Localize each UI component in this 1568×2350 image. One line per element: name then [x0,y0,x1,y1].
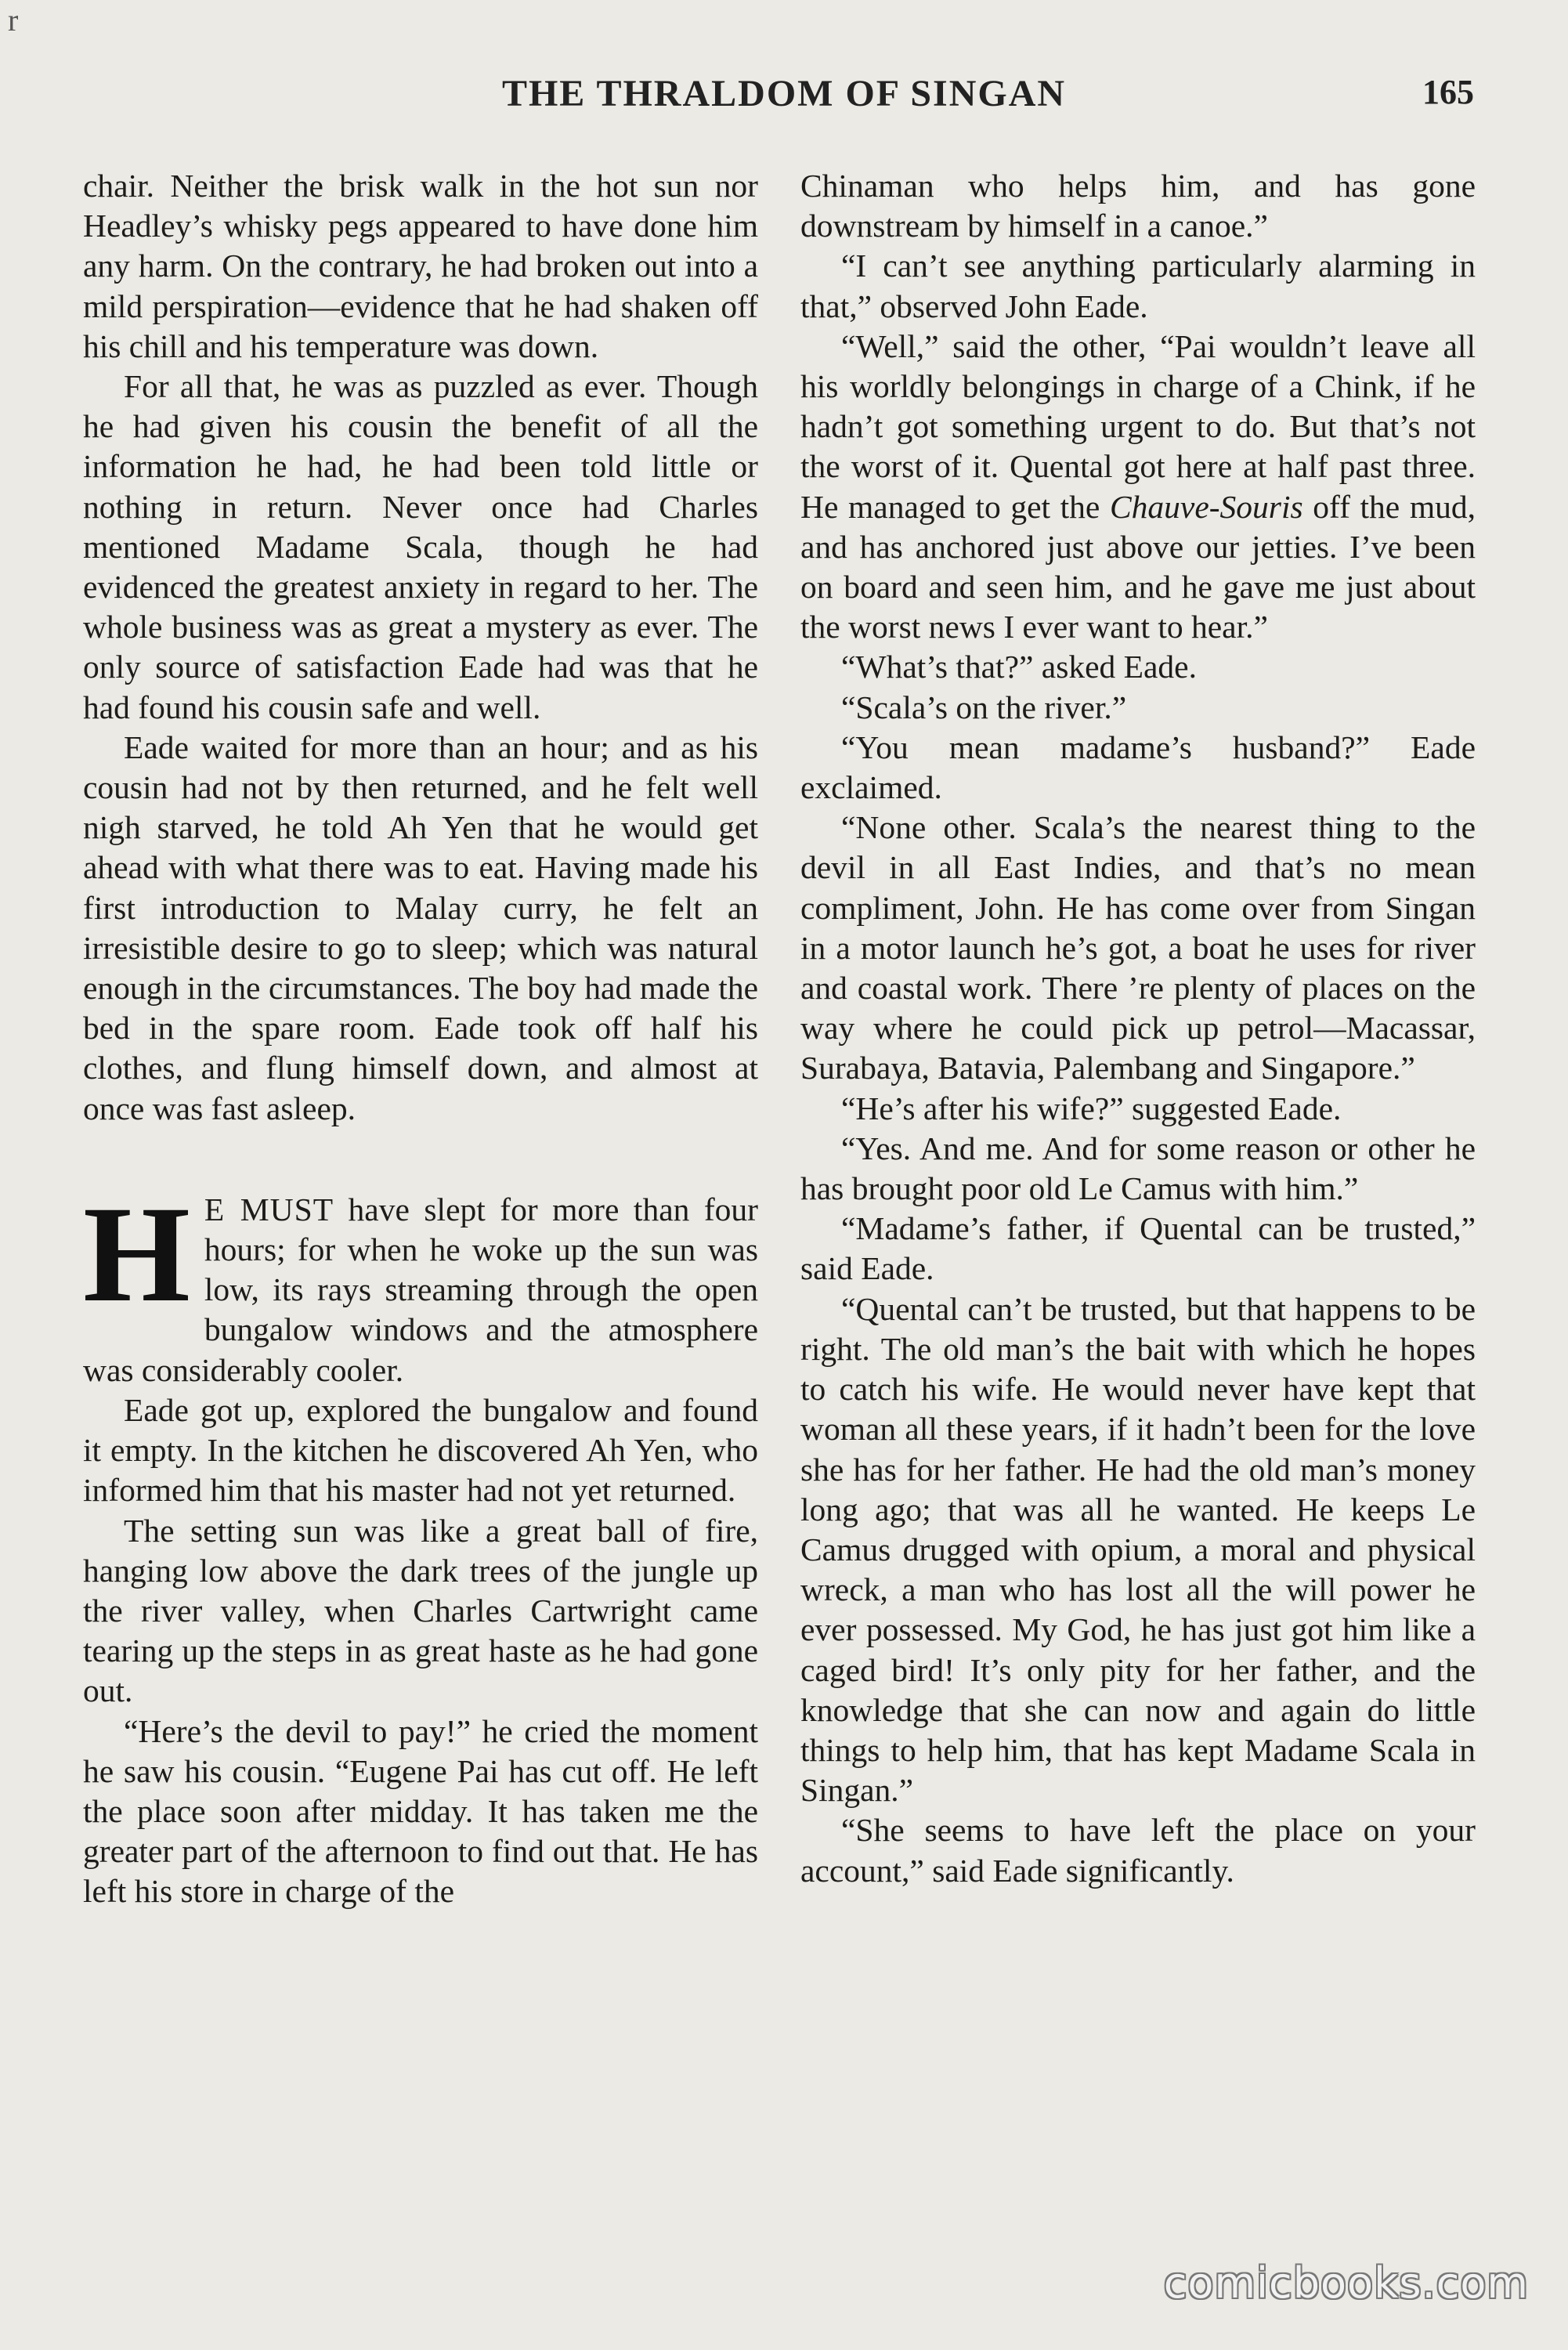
paragraph: “I can’t see anything particularly alarming in that,” observed John Eade. [800,248,1476,324]
paragraph: “Madame’s father, if Quental can be trusted,” said Eade. [800,1210,1476,1287]
paragraph-text: “Well,” said the other, “Pai wouldn’t leave all his worldly belongings in charge of a Chink, if he hadn’t got something urgent to do. But that’s not the worst of it. Quental got here at half past three. He managed to get the [800,327,1476,525]
paragraph: “You mean madame’s husband?” Eade exclaimed. [800,728,1476,806]
section-opening-paragraph [83,1177,759,1390]
left-column [83,166,758,1912]
paragraph: For all that, he was as puzzled as ever. Though he had given his cousin the benefit of all the information he had, he had been told little or nothing in return. Never once had Charles mentioned Madame Scala, though he had evidenced the greatest anxiety in regard to her. The whole business was as great a mystery as ever. The only source of satisfaction Eade had was that he had found his cousin safe and well. [83,368,758,725]
paragraph: “He’s after his wife?” suggested Eade. [841,1090,1342,1126]
small-caps-lead: E MUST [204,1191,334,1227]
watermark: comicbooks.com [1163,2258,1529,2308]
ship-name: Chauve-Souris [1109,488,1303,525]
paragraph: chair. Neither the brisk walk in the hot sun nor Headley’s whisky pegs appeared to have done him any harm. On the contrary, he had broken out into a mild perspiration—evidence that he had shaken off his chill and his temperature was down. [83,168,758,364]
page-number: 165 [1422,73,1474,111]
paragraph: “Scala’s on the river.” [841,689,1127,725]
paragraph-text: off the mud, and has anchored just above our jetties. I’ve been on board and seen him, and he gave me just about the worst news I ever want to hear.” [800,488,1476,645]
paragraph-text: have slept for more than four hours; for when he woke up the sun was low, its rays streaming through the open bungalow windows and the atmosphere was considerably cooler. [83,1191,759,1388]
paragraph: “What’s that?” asked Eade. [841,649,1197,685]
right-column [800,166,1476,1891]
paragraph [800,327,1476,648]
paragraph: “Here’s the devil to pay!” he cried the moment he saw his cousin. “Eugene Pai has cut off. He left the place soon after midday. It has taken me the greater part of the afternoon to find out that. He has left his store in charge of the [83,1712,758,1910]
paragraph: “Yes. And me. And for some reason or other he has brought poor old Le Camus with him.” [800,1130,1476,1207]
paragraph: Eade waited for more than an hour; and as his cousin had not by then returned, and he felt well nigh starved, he told Ah Yen that he would get ahead with what there was to eat. Having made his first introduction to Malay curry, he felt an irresistible desire to go to sleep; which was natural enough in the circumstances. The boy had made the bed in the spare room. Eade took off half his clothes, and flung himself down, and almost at once was fast asleep. [83,728,758,1126]
paragraph: The setting sun was like a great ball of fire, hanging low above the dark trees of the jungle up the river valley, when Charles Cartwright came tearing up the steps in as great haste as he had gone out. [83,1512,758,1709]
paragraph: “She seems to have left the place on your account,” said Eade significantly. [800,1812,1476,1889]
paragraph: “Quental can’t be trusted, but that happens to be right. The old man’s the bait with which he hopes to catch his wife. He would never have kept that woman all these years, if it hadn’t been for the love she has for her father. He had the old man’s money long ago; that was all he wanted. He keeps Le Camus drugged with opium, a moral and physical wreck, a man who has lost all the will power he ever possessed. My God, he has just got him like a caged bird! It’s only pity for her father, and the knowledge that she can now and again do little things to help him, that has kept Madame Scala in Singan.” [800,1290,1476,1809]
paragraph: “None other. Scala’s the nearest thing to the devil in all East Indies, and that’s no mean compliment, John. He has come over from Singan in a motor launch he’s got, a boat he uses for river and coastal work. There ’re plenty of places on the way where he could pick up petrol—Macassar, Surabaya, Batavia, Palembang and Singapore.” [800,809,1476,1086]
edge-mark: r [8,2,19,38]
paragraph: Eade got up, explored the bungalow and found it empty. In the kitchen he discovered Ah Yen, who informed him that his master had not yet returned. [83,1391,758,1509]
page-title: THE THRALDOM OF SINGAN [501,73,1067,114]
running-head [78,72,1490,135]
drop-cap: H [83,1177,190,1331]
paragraph: Chinaman who helps him, and has gone downstream by himself in a canoe.” [800,168,1476,244]
